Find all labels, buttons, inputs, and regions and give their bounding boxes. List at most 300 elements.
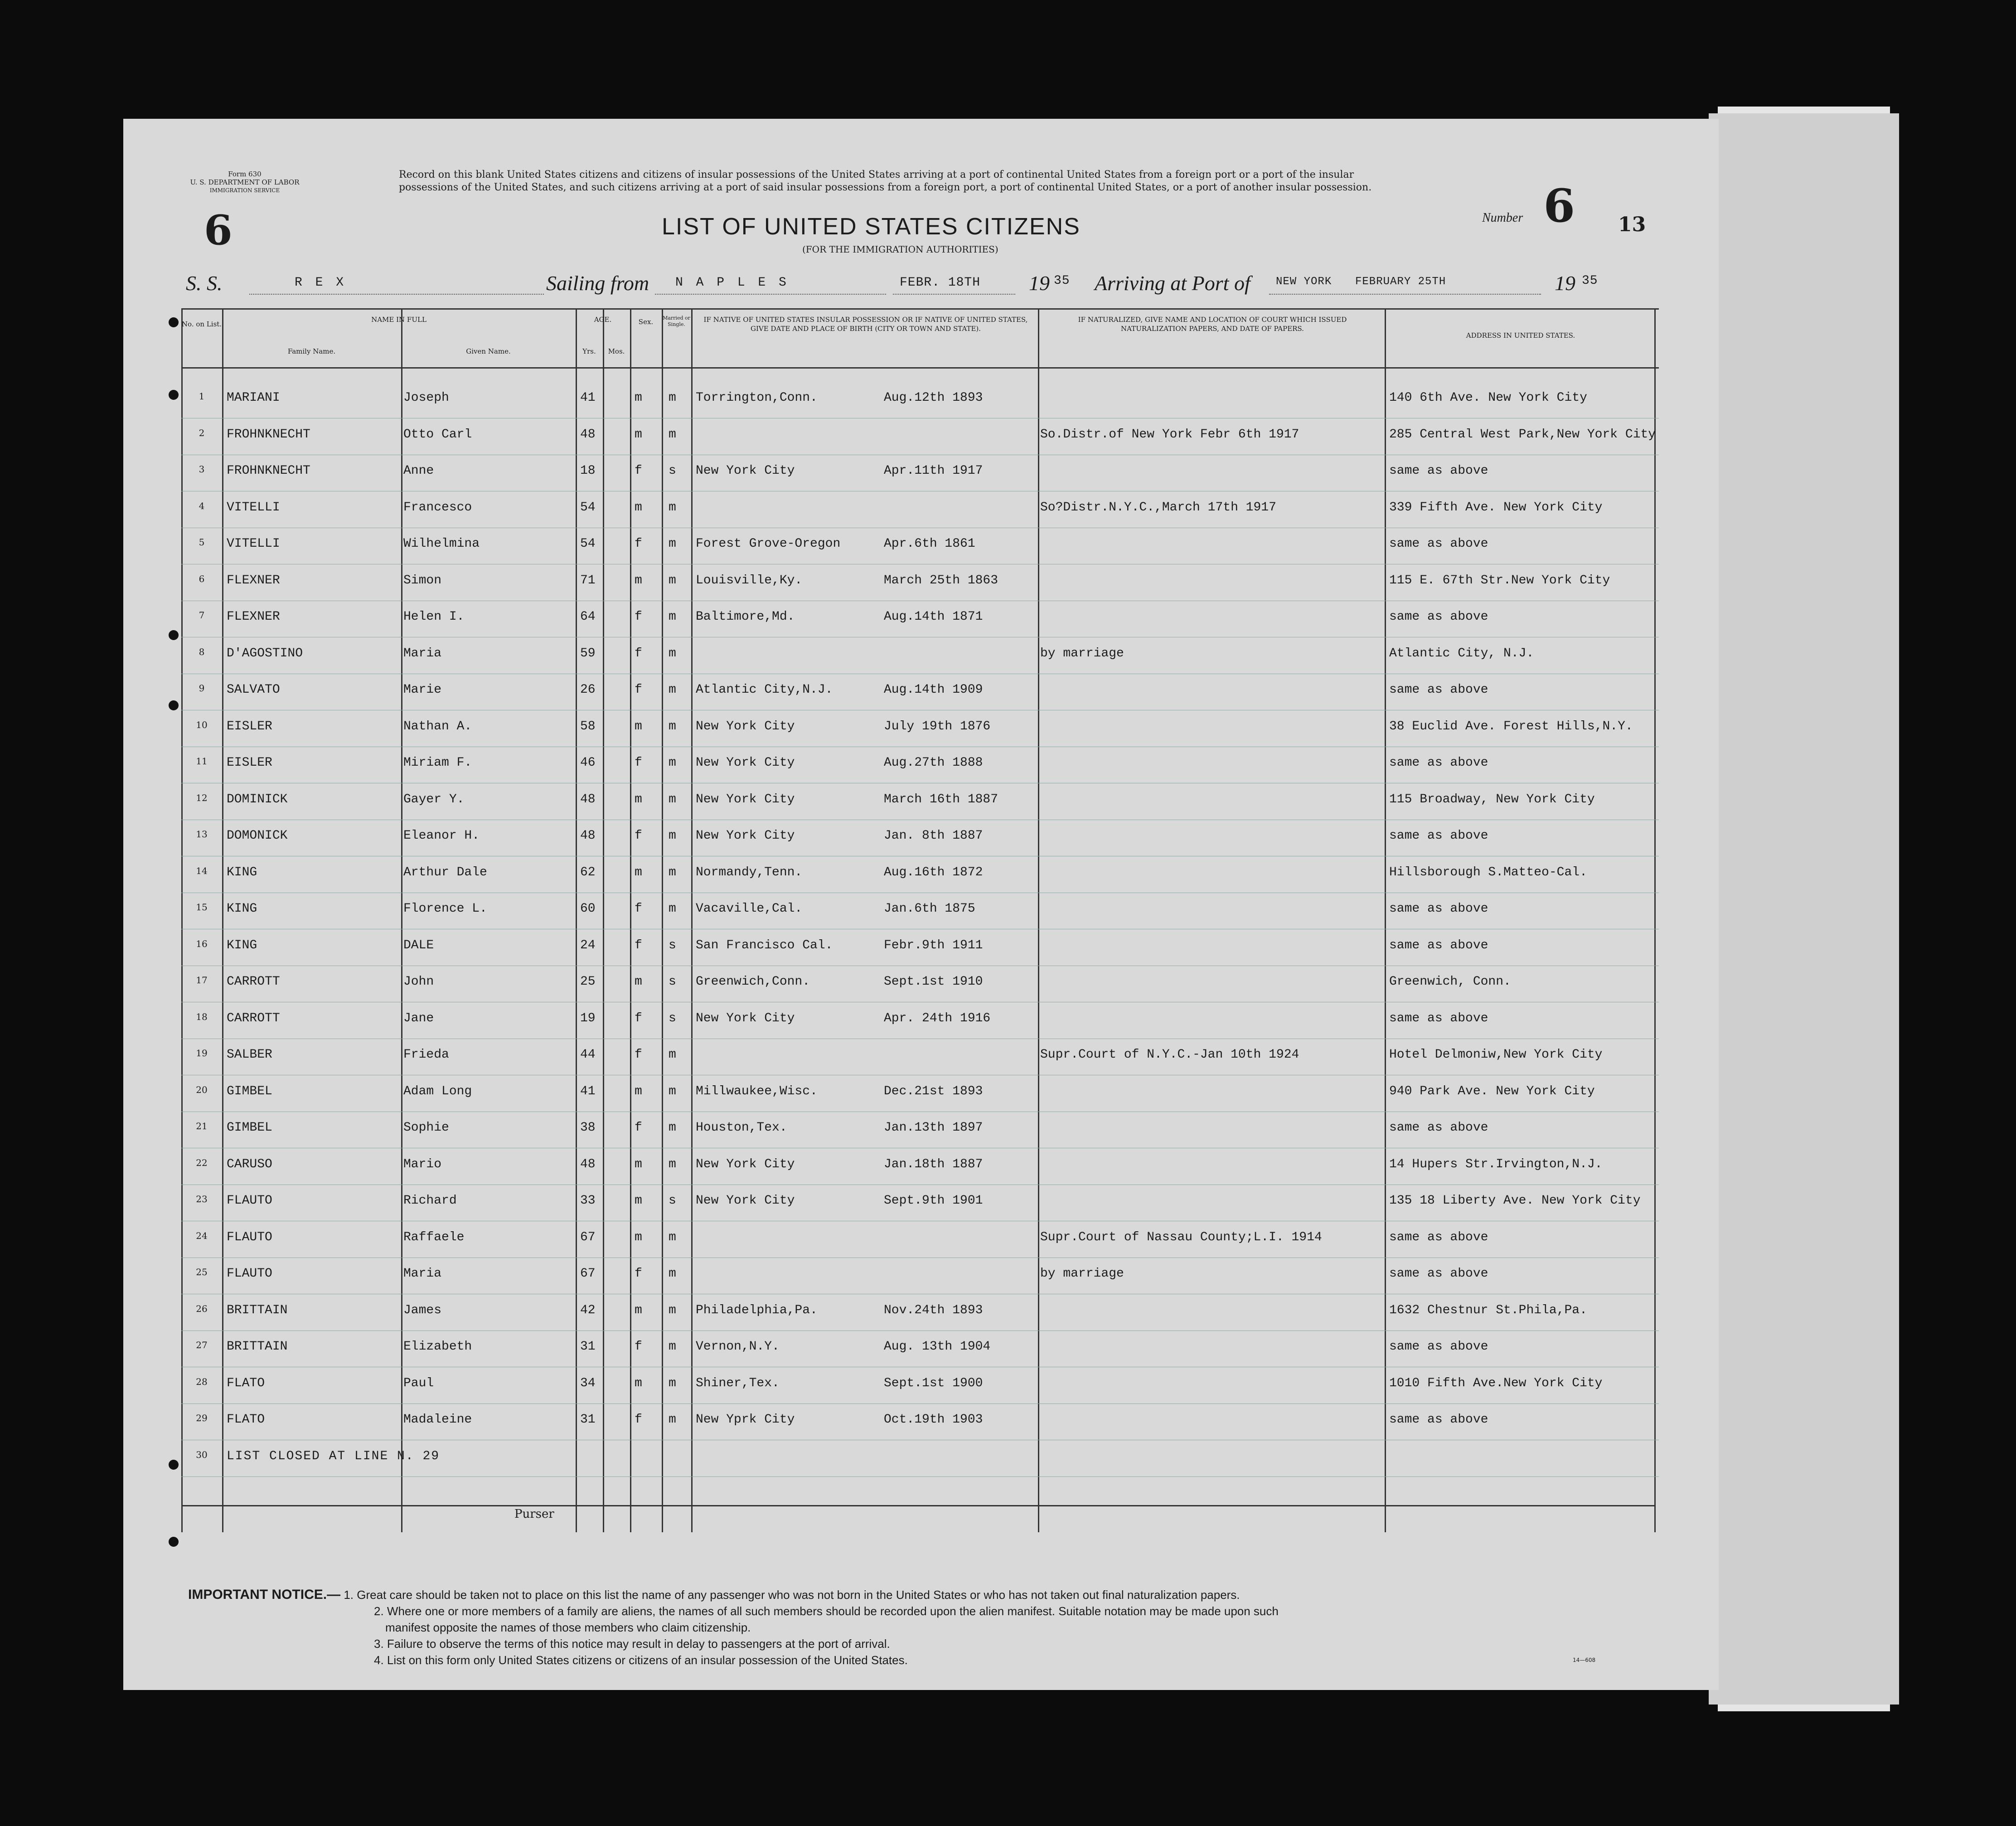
cell-yrs: 19: [580, 1011, 596, 1025]
cell-family: D'AGOSTINO: [227, 646, 303, 660]
cell-given: Wilhelmina: [403, 537, 480, 551]
cell-ms: s: [669, 1011, 676, 1025]
header-address: ADDRESS IN UNITED STATES.: [1466, 331, 1575, 340]
cell-yrs: 60: [580, 902, 596, 916]
cell-sex: m: [635, 500, 642, 515]
header-rule: [181, 308, 1659, 310]
cell-given: Helen I.: [403, 610, 465, 624]
table-row: [181, 1298, 1659, 1334]
cell-place: Shiner,Tex.: [696, 1376, 780, 1390]
cell-yrs: 58: [580, 719, 596, 733]
cell-family: FLAUTO: [227, 1230, 272, 1244]
year-from: 35: [1054, 274, 1070, 288]
notice-item-4: 4. List on this form only United States citizens or citizens of an insular possession of the United States.: [374, 1653, 908, 1667]
cell-ms: m: [669, 1048, 676, 1062]
cell-place: New York City: [696, 829, 795, 843]
cell-addr: same as above: [1389, 464, 1488, 478]
cell-yrs: 64: [580, 610, 596, 624]
cell-place: Forest Grove-Oregon: [696, 537, 841, 551]
table-row: [181, 787, 1659, 823]
cell-addr: same as above: [1389, 829, 1488, 843]
page-number: 13: [1618, 213, 1646, 236]
table-row: [181, 1079, 1659, 1115]
cell-yrs: 42: [580, 1303, 596, 1317]
cell-no: 27: [196, 1340, 208, 1350]
cell-family: BRITTAIN: [227, 1303, 288, 1317]
footer-rule: [181, 1505, 1654, 1506]
cell-given: John: [403, 975, 434, 989]
cell-given: Paul: [403, 1376, 434, 1390]
port-to: NEW YORK: [1276, 276, 1332, 288]
ss-label: S. S.: [186, 272, 223, 295]
cell-addr: 115 E. 67th Str.New York City: [1389, 573, 1610, 588]
table-row: [181, 750, 1659, 787]
cell-no: 10: [196, 719, 208, 730]
cell-sex: m: [635, 1157, 642, 1171]
cell-given: Marie: [403, 683, 442, 697]
cell-sex: f: [635, 537, 642, 551]
cell-ms: m: [669, 1084, 676, 1098]
cell-place: New Yprk City: [696, 1413, 795, 1427]
cell-family: FROHNKNECHT: [227, 464, 310, 478]
cell-ms: m: [669, 1230, 676, 1244]
cell-family: VITELLI: [227, 500, 280, 515]
cell-date: Dec.21st 1893: [884, 1084, 983, 1098]
cell-sex: m: [635, 573, 642, 588]
cell-given: DALE: [403, 938, 434, 952]
cell-yrs: 41: [580, 391, 596, 405]
purser-label: Purser: [514, 1507, 554, 1521]
cell-family: BRITTAIN: [227, 1340, 288, 1354]
table-row: [181, 385, 1659, 422]
header-sex: Sex.: [638, 318, 654, 326]
cell-yrs: 31: [580, 1340, 596, 1354]
cell-yrs: 31: [580, 1413, 596, 1427]
table-row: [181, 531, 1659, 568]
cell-nat: Supr.Court of N.Y.C.-Jan 10th 1924: [1040, 1048, 1299, 1062]
cell-no: 21: [196, 1121, 208, 1132]
cell-given: Gayer Y.: [403, 792, 465, 806]
cell-given: Simon: [403, 573, 442, 588]
cell-yrs: 46: [580, 756, 596, 770]
table-row: [181, 1188, 1659, 1224]
notice-item-3: 3. Failure to observe the terms of this notice may result in delay to passengers at the port of arrival.: [374, 1637, 890, 1651]
form-service: IMMIGRATION SERVICE: [209, 187, 280, 194]
cell-no: 3: [199, 464, 205, 475]
cell-family: MARIANI: [227, 391, 280, 405]
cell-addr: same as above: [1389, 1340, 1488, 1354]
cell-yrs: 26: [580, 683, 596, 697]
cell-yrs: 62: [580, 865, 596, 879]
cell-given: Anne: [403, 464, 434, 478]
cell-no: 16: [196, 938, 208, 949]
header-birth: IF NATIVE OF UNITED STATES INSULAR POSSESSION OR IF NATIVE OF UNITED STATES, GIVE DATE AND PLACE OF BIRTH (CITY OR TOWN AND STATE).: [703, 316, 1028, 333]
cell-no: 28: [196, 1376, 208, 1387]
cell-ms: m: [669, 719, 676, 733]
cell-no: 9: [199, 683, 205, 694]
cell-sex: f: [635, 610, 642, 624]
cell-yrs: 41: [580, 1084, 596, 1098]
cell-date: Nov.24th 1893: [884, 1303, 983, 1317]
number-block: [1482, 179, 1575, 233]
cell-no: 13: [196, 829, 208, 840]
cell-sex: m: [635, 719, 642, 733]
cell-addr: 140 6th Ave. New York City: [1389, 391, 1587, 405]
cell-sex: m: [635, 1303, 642, 1317]
cell-family: KING: [227, 938, 257, 952]
cell-addr: same as above: [1389, 1121, 1488, 1135]
cell-no: 11: [196, 756, 208, 767]
cell-family: DOMONICK: [227, 829, 288, 843]
number-label: Number: [1482, 211, 1523, 225]
cell-ms: m: [669, 756, 676, 770]
cell-family: SALBER: [227, 1048, 272, 1062]
cell-no: 23: [196, 1194, 208, 1204]
cell-date: Aug.27th 1888: [884, 756, 983, 770]
cell-no: 25: [196, 1267, 208, 1277]
date-to: FEBRUARY 25TH: [1355, 276, 1446, 288]
table-row: [181, 1334, 1659, 1370]
cell-family: EISLER: [227, 756, 272, 770]
form-number: Form 630: [228, 170, 262, 178]
cell-sex: f: [635, 756, 642, 770]
cell-sex: m: [635, 1230, 642, 1244]
header-given: Given Name.: [466, 347, 511, 355]
intro-text: Record on this blank United States citizens and citizens of insular possessions of the United States arriving at a port of continental United States from a foreign port or a port of the insular possessions of the United States, and such citizens arriving at a port of said insular possessions from a foreign port, a port of continental United States, or a port of another insular possession.: [399, 169, 1372, 193]
cell-addr: 940 Park Ave. New York City: [1389, 1084, 1595, 1098]
cell-date: Aug. 13th 1904: [884, 1340, 991, 1354]
cell-addr: 135 18 Liberty Ave. New York City: [1389, 1194, 1641, 1208]
cell-sex: f: [635, 1011, 642, 1025]
cell-ms: s: [669, 938, 676, 952]
cell-place: Baltimore,Md.: [696, 610, 795, 624]
table-row: [181, 1115, 1659, 1151]
binder-hole: [169, 390, 179, 400]
table-row: [181, 933, 1659, 969]
row-rule: [181, 1476, 1659, 1477]
cell-given: Nathan A.: [403, 719, 472, 733]
cell-addr: 1010 Fifth Ave.New York City: [1389, 1376, 1603, 1390]
cell-date: Jan.6th 1875: [884, 902, 975, 916]
cell-family: CARROTT: [227, 1011, 280, 1025]
cell-ms: m: [669, 610, 676, 624]
page-title: LIST OF UNITED STATES CITIZENS: [662, 214, 1081, 240]
ship-name: R E X: [295, 276, 347, 290]
cell-addr: Atlantic City, N.J.: [1389, 646, 1534, 660]
table-row: [181, 896, 1659, 932]
cell-addr: 115 Broadway, New York City: [1389, 792, 1595, 806]
cell-date: Aug.14th 1871: [884, 610, 983, 624]
cell-date: Oct.19th 1903: [884, 1413, 983, 1427]
cell-no: 14: [196, 865, 208, 876]
cell-sex: f: [635, 1340, 642, 1354]
table-row: [181, 568, 1659, 604]
cell-yrs: 48: [580, 792, 596, 806]
cell-family: FROHNKNECHT: [227, 427, 310, 442]
cell-place: Vacaville,Cal.: [696, 902, 803, 916]
row-rule: [181, 1403, 1659, 1404]
cell-ms: m: [669, 537, 676, 551]
cell-place: New York City: [696, 719, 795, 733]
cell-sex: f: [635, 938, 642, 952]
cell-addr: Hillsborough S.Matteo-Cal.: [1389, 865, 1587, 879]
cell-no: 15: [196, 902, 208, 913]
left-mark: 6: [204, 206, 233, 254]
cell-yrs: 48: [580, 829, 596, 843]
table-row: [181, 860, 1659, 896]
cell-given: Eleanor H.: [403, 829, 480, 843]
cell-addr: 339 Fifth Ave. New York City: [1389, 500, 1603, 515]
table-row: [181, 495, 1659, 531]
cell-sex: m: [635, 865, 642, 879]
page-subtitle: (FOR THE IMMIGRATION AUTHORITIES): [802, 244, 998, 255]
cell-no: 6: [199, 573, 205, 584]
cell-family: SALVATO: [227, 683, 280, 697]
cell-date: Aug.12th 1893: [884, 391, 983, 405]
cell-family: GIMBEL: [227, 1084, 272, 1098]
cell-yrs: 67: [580, 1267, 596, 1281]
cell-date: March 16th 1887: [884, 792, 998, 806]
header-family: Family Name.: [287, 347, 336, 355]
cell-sex: f: [635, 902, 642, 916]
cell-nat: by marriage: [1040, 646, 1124, 660]
cell-place: New York City: [696, 756, 795, 770]
cell-nat: So.Distr.of New York Febr 6th 1917: [1040, 427, 1299, 442]
cell-yrs: 48: [580, 427, 596, 442]
cell-place: Normandy,Tenn.: [696, 865, 803, 879]
date-from-underline: [893, 293, 1015, 295]
cell-sex: m: [635, 1376, 642, 1390]
cell-no: 1: [199, 391, 205, 402]
cell-date: Sept.1st 1900: [884, 1376, 983, 1390]
cell-ms: m: [669, 829, 676, 843]
cell-place: New York City: [696, 464, 795, 478]
binder-hole: [169, 700, 179, 710]
year-from-prefix: 19: [1029, 272, 1050, 295]
form-dept: U. S. DEPARTMENT OF LABOR: [190, 178, 300, 186]
cell-place: Vernon,N.Y.: [696, 1340, 780, 1354]
cell-nat: by marriage: [1040, 1267, 1124, 1281]
cell-ms: m: [669, 902, 676, 916]
cell-no: 2: [199, 427, 205, 438]
cell-sex: f: [635, 1121, 642, 1135]
cell-addr: same as above: [1389, 1267, 1488, 1281]
cell-yrs: 59: [580, 646, 596, 660]
cell-addr: same as above: [1389, 756, 1488, 770]
cell-place: Torrington,Conn.: [696, 391, 818, 405]
cell-addr: same as above: [1389, 938, 1488, 952]
important-notice: [188, 1587, 1279, 1668]
cell-date: Sept.1st 1910: [884, 975, 983, 989]
cell-yrs: 54: [580, 500, 596, 515]
cell-family: CARROTT: [227, 975, 280, 989]
cell-ms: m: [669, 646, 676, 660]
cell-sex: f: [635, 829, 642, 843]
cell-sex: m: [635, 975, 642, 989]
passenger-table: [181, 308, 1659, 1532]
cell-place: New York City: [696, 1011, 795, 1025]
cell-ms: m: [669, 1303, 676, 1317]
cell-ms: m: [669, 1376, 676, 1390]
cell-date: Febr.9th 1911: [884, 938, 983, 952]
cell-sex: f: [635, 1413, 642, 1427]
cell-place: Louisville,Ky.: [696, 573, 803, 588]
cell-sex: f: [635, 646, 642, 660]
cell-family: FLATO: [227, 1376, 265, 1390]
cell-addr: 14 Hupers Str.Irvington,N.J.: [1389, 1157, 1603, 1171]
cell-place: New York City: [696, 1194, 795, 1208]
cell-addr: same as above: [1389, 1230, 1488, 1244]
table-row: [181, 677, 1659, 714]
cell-given: Miriam F.: [403, 756, 472, 770]
notice-item-2: 2. Where one or more members of a family are aliens, the names of all such members should be recorded upon the alien manifest. Suitable notation may be made upon such: [374, 1604, 1279, 1618]
page-edge: [1709, 113, 1899, 1705]
cell-addr: 38 Euclid Ave. Forest Hills,N.Y.: [1389, 719, 1633, 733]
cell-date: Sept.9th 1901: [884, 1194, 983, 1208]
cell-given: Sophie: [403, 1121, 449, 1135]
cell-no: 12: [196, 792, 208, 803]
cell-date: July 19th 1876: [884, 719, 991, 733]
cell-addr: same as above: [1389, 537, 1488, 551]
cell-date: Aug.16th 1872: [884, 865, 983, 879]
year-to-prefix: 19: [1555, 272, 1575, 295]
cell-sex: f: [635, 683, 642, 697]
table-row: [181, 1407, 1659, 1443]
cell-ms: s: [669, 1194, 676, 1208]
cell-ms: m: [669, 792, 676, 806]
cell-date: Apr. 24th 1916: [884, 1011, 991, 1025]
cell-given: Mario: [403, 1157, 442, 1171]
cell-sex: m: [635, 391, 642, 405]
date-from: FEBR. 18TH: [900, 276, 981, 290]
cell-given: Frieda: [403, 1048, 449, 1062]
cell-given: Francesco: [403, 500, 472, 515]
cell-family: KING: [227, 865, 257, 879]
cell-family: FLAUTO: [227, 1194, 272, 1208]
notice-item-1: 1. Great care should be taken not to place on this list the name of any passenger who was not born in the United States or who has not taken out final naturalization papers.: [344, 1588, 1240, 1602]
cell-yrs: 18: [580, 464, 596, 478]
cell-family: FLEXNER: [227, 610, 280, 624]
header-mos: Mos.: [608, 347, 625, 355]
table-row: [181, 823, 1659, 860]
cell-given: Otto Carl: [403, 427, 472, 442]
cell-ms: m: [669, 1267, 676, 1281]
cell-no: 8: [199, 646, 205, 657]
arrival-underline: [1269, 293, 1541, 295]
cell-ms: s: [669, 975, 676, 989]
table-row: [181, 1152, 1659, 1188]
cell-family: CARUSO: [227, 1157, 272, 1171]
cell-place: Greenwich,Conn.: [696, 975, 810, 989]
cell-addr: same as above: [1389, 683, 1488, 697]
cell-date: Jan. 8th 1887: [884, 829, 983, 843]
cell-given: Arthur Dale: [403, 865, 487, 879]
cell-addr: Hotel Delmoniw,New York City: [1389, 1048, 1603, 1062]
cell-yrs: 48: [580, 1157, 596, 1171]
cell-family: VITELLI: [227, 537, 280, 551]
cell-date: Apr.11th 1917: [884, 464, 983, 478]
form-code: 14—608: [1573, 1657, 1596, 1663]
cell-addr: same as above: [1389, 1413, 1488, 1427]
table-row: [181, 604, 1659, 641]
cell-given: Jane: [403, 1011, 434, 1025]
arriving-label: Arriving at Port of: [1095, 272, 1250, 295]
cell-addr: same as above: [1389, 902, 1488, 916]
cell-no: 29: [196, 1413, 208, 1423]
table-row: [181, 1006, 1659, 1042]
cell-family: DOMINICK: [227, 792, 288, 806]
cell-sex: m: [635, 1194, 642, 1208]
notice-item-2-cont: manifest opposite the names of those members who claim citizenship.: [385, 1621, 751, 1634]
cell-no: 17: [196, 975, 208, 986]
cell-family: FLAUTO: [227, 1267, 272, 1281]
cell-yrs: 33: [580, 1194, 596, 1208]
cell-nat: So?Distr.N.Y.C.,March 17th 1917: [1040, 500, 1276, 515]
cell-date: Jan.13th 1897: [884, 1121, 983, 1135]
cell-sex: m: [635, 792, 642, 806]
cell-yrs: 38: [580, 1121, 596, 1135]
cell-date: Aug.14th 1909: [884, 683, 983, 697]
cell-date: Apr.6th 1861: [884, 537, 975, 551]
cell-yrs: 34: [580, 1376, 596, 1390]
cell-date: March 25th 1863: [884, 573, 998, 588]
year-to: 35: [1582, 274, 1598, 288]
cell-no: 5: [199, 537, 205, 548]
cell-given: Madaleine: [403, 1413, 472, 1427]
cell-no: 4: [199, 500, 205, 511]
cell-family: FLATO: [227, 1413, 265, 1427]
number-value: 6: [1543, 179, 1575, 233]
cell-given: Maria: [403, 646, 442, 660]
cell-no: 7: [199, 610, 205, 621]
cell-place: Philadelphia,Pa.: [696, 1303, 818, 1317]
binder-hole: [169, 1537, 179, 1547]
ship-underline: [249, 293, 544, 295]
cell-given: Maria: [403, 1267, 442, 1281]
notice-heading: IMPORTANT NOTICE.—: [188, 1587, 341, 1602]
binder-hole: [169, 317, 179, 327]
cell-sex: m: [635, 427, 642, 442]
cell-place: Millwaukee,Wisc.: [696, 1084, 818, 1098]
cell-family: GIMBEL: [227, 1121, 272, 1135]
cell-yrs: 67: [580, 1230, 596, 1244]
cell-ms: m: [669, 1121, 676, 1135]
table-row: [181, 1261, 1659, 1297]
table-row: [181, 641, 1659, 677]
table-row: [181, 1444, 1659, 1480]
binder-hole: [169, 1460, 179, 1470]
cell-sex: f: [635, 464, 642, 478]
cell-ms: m: [669, 573, 676, 588]
cell-given: Raffaele: [403, 1230, 465, 1244]
cell-given: Elizabeth: [403, 1340, 472, 1354]
cell-no: 19: [196, 1048, 208, 1059]
cell-family: EISLER: [227, 719, 272, 733]
cell-ms: m: [669, 1157, 676, 1171]
table-row: [181, 1371, 1659, 1407]
cell-no: 20: [196, 1084, 208, 1095]
cell-yrs: 71: [580, 573, 596, 588]
cell-no: 22: [196, 1157, 208, 1168]
binder-hole: [169, 630, 179, 640]
table-row: [181, 1225, 1659, 1261]
cell-addr: 285 Central West Park,New York City: [1389, 427, 1656, 442]
cell-place: Houston,Tex.: [696, 1121, 787, 1135]
header-name-in-full: NAME IN FULL: [371, 316, 426, 324]
cell-no: 26: [196, 1303, 208, 1314]
cell-ms: m: [669, 391, 676, 405]
cell-ms: m: [669, 427, 676, 442]
